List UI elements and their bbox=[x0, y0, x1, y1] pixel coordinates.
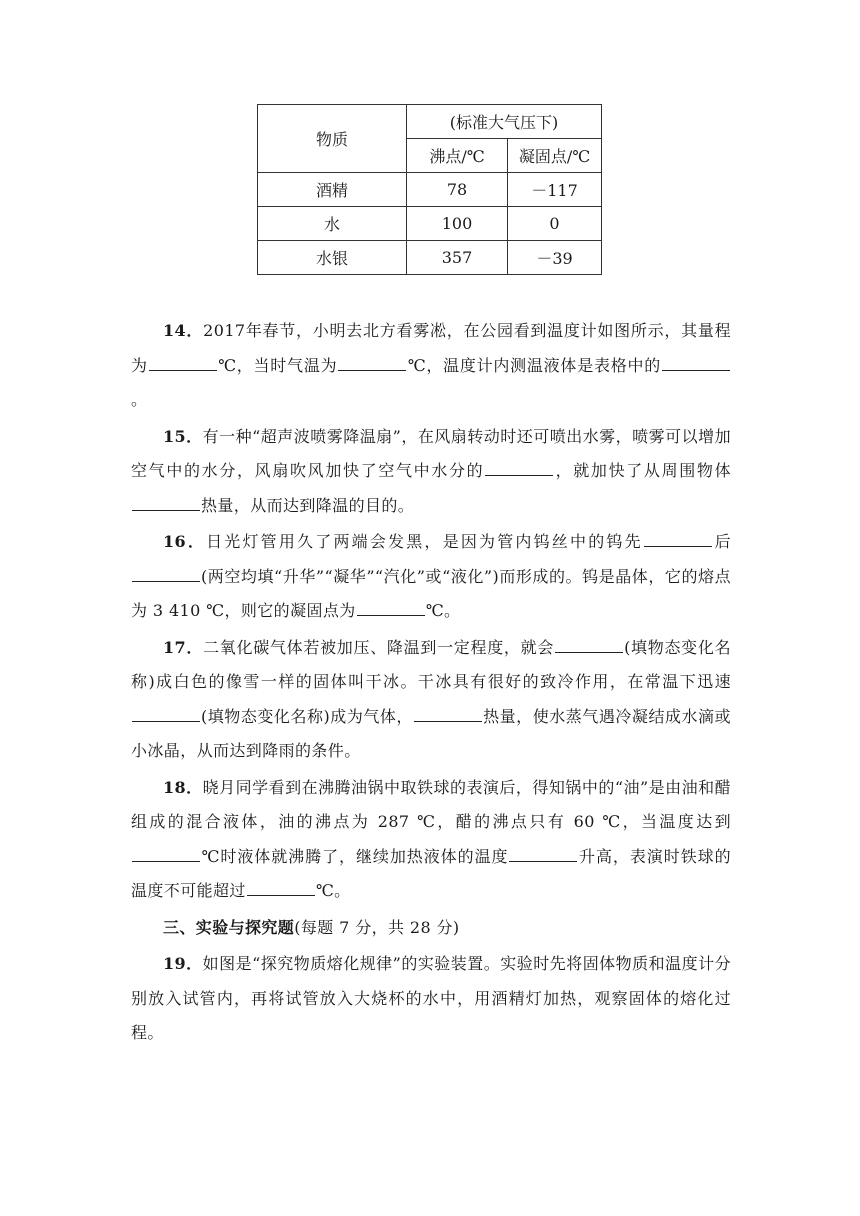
answer-blank[interactable] bbox=[149, 356, 217, 371]
question-14 bbox=[131, 314, 731, 418]
answer-blank[interactable] bbox=[132, 847, 200, 862]
substance-cell: 水银 bbox=[258, 241, 407, 275]
answer-blank[interactable] bbox=[132, 707, 200, 722]
question-text: ℃，当时气温为 bbox=[217, 355, 338, 375]
question-15 bbox=[131, 420, 731, 524]
table-row bbox=[258, 241, 602, 275]
boiling-point-cell: 357 bbox=[407, 241, 508, 275]
question-text: 热量，使水蒸气遇冷凝结成水滴或小冰晶，从而达到降雨的条件。 bbox=[131, 706, 731, 760]
question-text: 二氧化碳气体若被加压、降温到一定程度，就会 bbox=[203, 637, 555, 657]
question-text: 有一种“超声波喷雾降温扇”，在风扇转动时还可喷出水雾，喷雾可以增加空气中的水分，风扇吹风加快了空气中水分的 bbox=[131, 426, 731, 480]
table-header-row bbox=[258, 105, 602, 139]
section-title: 三、实验与探究题 bbox=[163, 917, 295, 937]
question-text: ，就加快了从周围物体 bbox=[554, 461, 731, 480]
answer-blank[interactable] bbox=[247, 881, 315, 896]
question-17 bbox=[131, 631, 731, 769]
question-text: ℃。 bbox=[425, 601, 461, 620]
freezing-point-cell: －39 bbox=[508, 241, 602, 275]
question-18 bbox=[131, 771, 731, 909]
question-number: 14． bbox=[163, 321, 204, 340]
question-number: 15． bbox=[163, 426, 203, 446]
question-text: 晓月同学看到在沸腾油锅中取铁球的表演后，得知锅中的“油”是由油和醋组成的混合液体，油的沸点为 287 ℃，醋的沸点只有 60 ℃，当温度达到 bbox=[131, 777, 731, 831]
answer-blank[interactable] bbox=[662, 356, 730, 371]
question-number: 18． bbox=[163, 777, 203, 797]
table-row bbox=[258, 207, 602, 241]
question-text: ℃，温度计内测温液体是表格中的 bbox=[407, 355, 661, 375]
freezing-point-cell: －117 bbox=[508, 173, 602, 207]
answer-blank[interactable] bbox=[357, 601, 425, 616]
questions-section bbox=[131, 314, 731, 1053]
answer-blank[interactable] bbox=[485, 461, 553, 476]
question-number: 16． bbox=[163, 532, 207, 551]
question-text: (填物态变化名称)成白色的像雪一样的固体叫干冰。干冰具有很好的致冷作用，在常温下迅速 bbox=[131, 637, 731, 691]
question-text: 。 bbox=[131, 390, 148, 409]
boiling-point-cell: 100 bbox=[407, 207, 508, 241]
question-number: 17． bbox=[163, 637, 204, 657]
substance-column-header: 物质 bbox=[258, 105, 407, 173]
question-text: (填物态变化名称)成为气体， bbox=[201, 706, 413, 726]
answer-blank[interactable] bbox=[555, 638, 623, 653]
question-text: 后 bbox=[712, 532, 731, 551]
question-number: 19． bbox=[163, 954, 203, 973]
question-16 bbox=[131, 525, 731, 629]
answer-blank[interactable] bbox=[414, 707, 482, 722]
answer-blank[interactable] bbox=[338, 356, 406, 371]
answer-blank[interactable] bbox=[644, 532, 712, 547]
question-19 bbox=[131, 947, 731, 1051]
section-3-heading bbox=[131, 911, 731, 946]
substance-properties-table-container bbox=[257, 104, 602, 275]
question-text: (两空均填“升华”“凝华”“汽化”或“液化”)而形成的。钨是晶体，它的熔点为 3 410 ℃，则它的凝固点为 bbox=[131, 566, 731, 620]
answer-blank[interactable] bbox=[509, 847, 577, 862]
boiling-point-cell: 78 bbox=[407, 173, 508, 207]
answer-blank[interactable] bbox=[132, 567, 200, 582]
substance-properties-table bbox=[257, 104, 602, 275]
question-text: 日光灯管用久了两端会发黑，是因为管内钨丝中的钨先 bbox=[206, 532, 643, 551]
question-text: ℃。 bbox=[315, 881, 351, 900]
question-text: 2017年春节，小明去北方看雾凇，在公园看到温度计如图所示，其量程为 bbox=[131, 321, 732, 375]
freezing-point-header: 凝固点/℃ bbox=[508, 139, 602, 173]
pressure-condition-header: (标准大气压下) bbox=[407, 105, 602, 139]
section-note: (每题 7 分，共 28 分) bbox=[294, 917, 460, 937]
substance-cell: 水 bbox=[258, 207, 407, 241]
boiling-point-header: 沸点/℃ bbox=[407, 139, 508, 173]
question-text: ℃时液体就沸腾了，继续加热液体的温度 bbox=[201, 846, 509, 866]
question-text: 如图是“探究物质熔化规律”的实验装置。实验时先将固体物质和温度计分别放入试管内，再将试管放入大烧杯的水中，用酒精灯加热，观察固体的熔化过程。 bbox=[131, 954, 731, 1042]
freezing-point-cell: 0 bbox=[508, 207, 602, 241]
question-text: 热量，从而达到降温的目的。 bbox=[201, 495, 415, 515]
substance-cell: 酒精 bbox=[258, 173, 407, 207]
table-row bbox=[258, 173, 602, 207]
question-text: 升高，表演时铁球的温度不可能超过 bbox=[131, 846, 731, 900]
answer-blank[interactable] bbox=[132, 496, 200, 511]
